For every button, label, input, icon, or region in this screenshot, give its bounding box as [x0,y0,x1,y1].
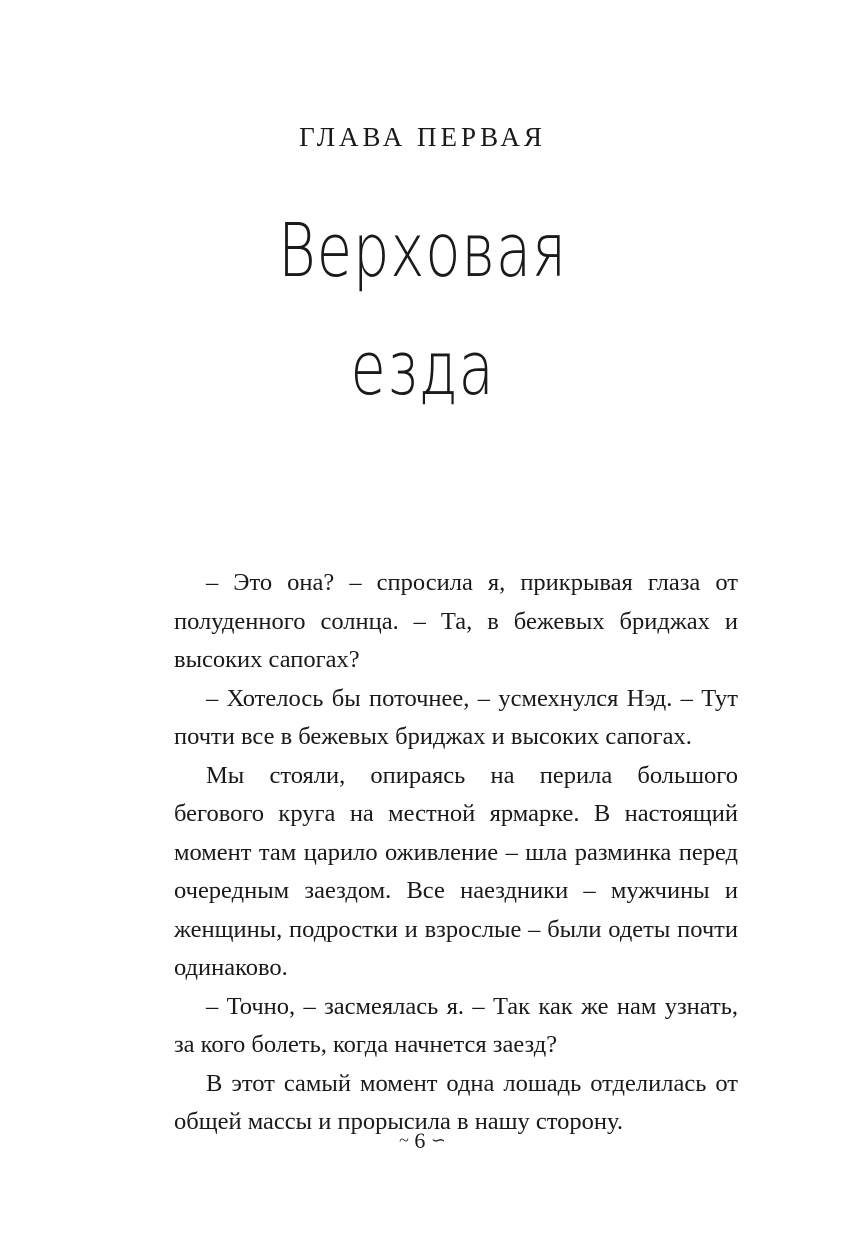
chapter-title-line-2: езда [350,326,495,412]
paragraph-5: В этот самый момент одна лошадь отделилась от общей массы и прорысила в нашу сторону. [174,1069,738,1135]
paragraph-3: Мы стояли, опираясь на перила большого бегового круга на местной ярмарке. В настоящий момент там царило оживление – шла разминка перед очередным заездом. Все наездники – мужчины и женщины, подростки и взрослые – были одеты почти одинаково. [174,761,738,981]
paragraph-2: – Хотелось бы поточнее, – усмехнулся Нэд. – Тут почти все в бежевых бриджах и высоких сапогах. [174,684,738,750]
chapter-title-line-1: Верховая [277,208,568,294]
page-footer [0,1128,845,1154]
ornament-left-icon: ~ [399,1130,409,1150]
chapter-title [93,192,752,428]
chapter-label: ГЛАВА ПЕРВАЯ [299,122,546,152]
page-number: 6 [414,1128,426,1153]
paragraph-1: – Это она? – спросила я, прикрывая глаза от полуденного солнца. – Та, в бежевых бриджах и высоких сапогах? [174,569,738,673]
body-text [174,564,738,1142]
ornament-right-icon: ∽ [430,1130,446,1150]
paragraph-4: – Точно, – засмеялась я. – Так как же нам узнать, за кого болеть, когда начнется заезд? [174,992,738,1058]
